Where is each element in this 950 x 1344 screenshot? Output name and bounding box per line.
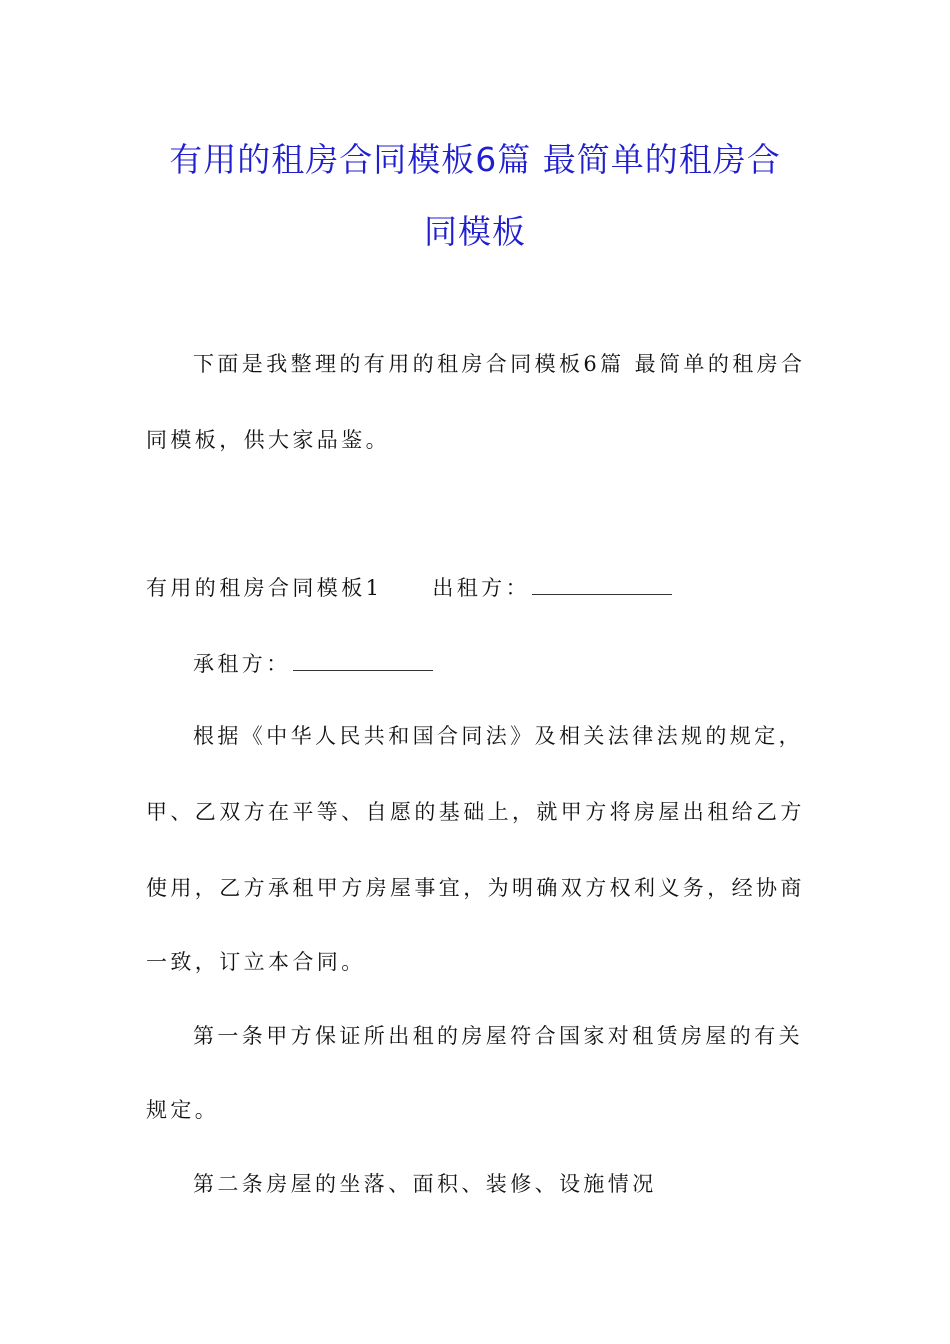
document-title-line-1: 有用的租房合同模板6篇 最简单的租房合 <box>169 140 781 179</box>
preamble-line-4: 一致，订立本合同。 <box>146 950 366 974</box>
lessee-label: 承租方： <box>193 652 291 676</box>
preamble-line-1: 根据《中华人民共和国合同法》及相关法律法规的规定， <box>193 724 803 748</box>
lessor-label: 出租方： <box>432 576 530 600</box>
lessee-row <box>193 648 433 678</box>
preamble-line-3: 使用，乙方承租甲方房屋事宜，为明确双方权利义务，经协商 <box>146 876 805 900</box>
section-heading-row <box>146 572 672 602</box>
intro-line-1: 下面是我整理的有用的租房合同模板6篇 最简单的租房合 <box>193 352 806 376</box>
section-heading: 有用的租房合同模板1 <box>146 576 383 600</box>
lessor-blank <box>532 572 672 595</box>
document-title-line-2: 同模板 <box>424 212 526 251</box>
article-1-line-1: 第一条甲方保证所出租的房屋符合国家对租赁房屋的有关 <box>193 1024 803 1048</box>
intro-line-2: 同模板，供大家品鉴。 <box>146 428 390 452</box>
lessee-blank <box>293 648 433 671</box>
article-2-line-1: 第二条房屋的坐落、面积、装修、设施情况 <box>193 1172 657 1196</box>
article-1-line-2: 规定。 <box>146 1098 220 1122</box>
preamble-line-2: 甲、乙双方在平等、自愿的基础上，就甲方将房屋出租给乙方 <box>146 800 805 824</box>
